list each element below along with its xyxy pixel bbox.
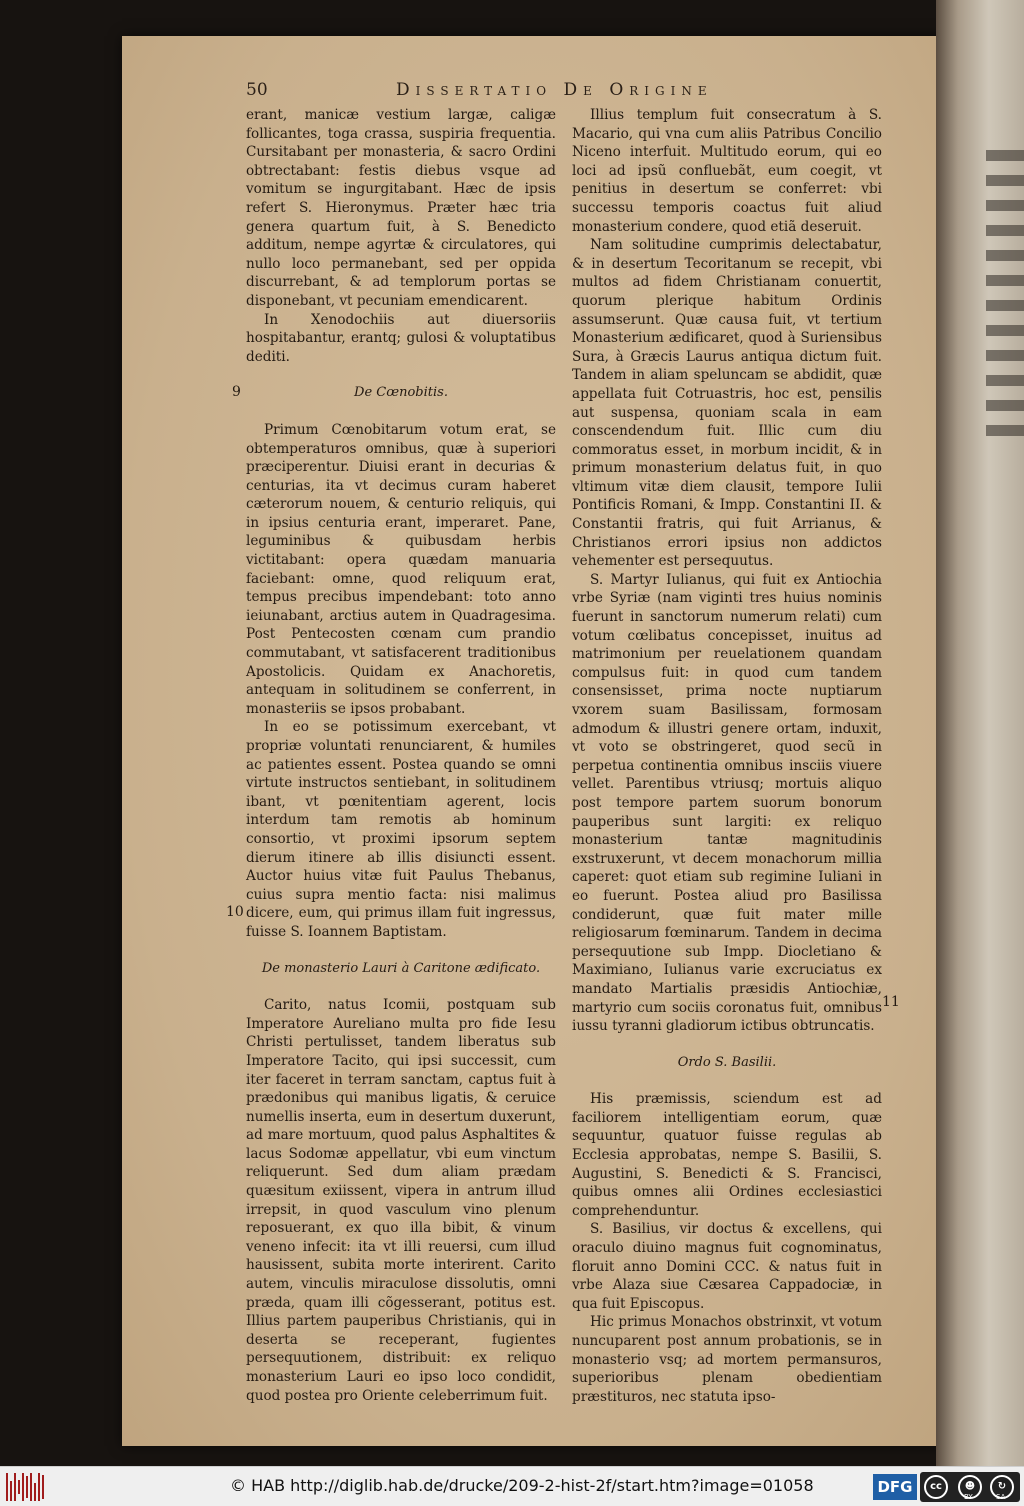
right-paragraph-3: S. Martyr Iulianus, qui fuit ex Antiochia vrbe Syriæ (nam viginti tres huius nominis fuerunt in sanctorum numerum relati) cum votum cœlibatus concepisset, inuitus ad matrimonium per reuelationem quandam compulsus fuit: in quod cum tandem consensisset, prima nocte nuptiarum vxorem suam Basilissam, formosam admodum & illustri genere ortam, induxit, vt voto se obstringeret, quod secũ in perpetua continentia omnibus insciis viuere vellet. Parentibus vtriusq; mortuis aliquo post tempore partem suorum bonorum pauperibus sunt largiti: ex reliquo monasterium tantæ magnitudinis exstruxerunt, vt decem monachorum millia caperet: quot etiam sub regimine Iuliani in eo fuerunt. Postea aliud pro Basilissa condiderunt, quæ fuit mater mille religiosarum fœminarum. Tandem in decima persequutione sub Impp. Diocletiano & Maximiano, Iulianus varie excruciatus ex mandato Martialis præsidis Antiochiæ, martyrio cum sociis coronatus fuit, omnibus iussu tyranni gladiorum ictibus obtruncatis.: [572, 571, 882, 1035]
right-paragraph-4: His præmissis, sciendum est ad faciliorem intelligentiam eorum, quæ sequuntur, quatuor fuisse regulas ab Ecclesia approbatas, nempe S. Basilii, S. Augustini, S. Benedicti & S. Francisci, quibus omnes alii Ordines ecclesiastici comprehenduntur.: [572, 1091, 882, 1219]
heading-de-monasterio-lauri: De monasterio Lauri à Caritone ædificato.: [261, 960, 541, 976]
right-column: [572, 106, 882, 1406]
permalink-link[interactable]: © HAB http://diglib.hab.de/drucke/209-2-hist-2f/start.htm?image=01058: [230, 1476, 814, 1495]
sa-label: SA: [996, 1493, 1006, 1501]
cc-license-badge[interactable]: [920, 1472, 1020, 1502]
share-alike-icon: ↻: [990, 1475, 1014, 1499]
right-paragraph-5: S. Basilius, vir doctus & excellens, qui oraculo diuino magnus fuit cognominatus, floruit anno Domini CCC. & natus fuit in vrbe Alaza siue Cæsarea Cappadociæ, in qua fuit Episcopus.: [572, 1221, 882, 1312]
hab-logo-icon: [6, 1473, 46, 1501]
by-label: BY: [964, 1493, 973, 1501]
next-page-edge: [936, 0, 1024, 1466]
left-paragraph-2: In Xenodochiis aut diuersoriis hospitabantur, erantq; gulosi & voluptatibus dediti.: [246, 311, 556, 365]
right-paragraph-2: Nam solitudine cumprimis delectabatur, & in desertum Tecoritanum se recepit, vbi multos ad fidem Christianam conuertit, quorum plerique habitum Ordinis assumserunt. Quæ causa fuit, vt tertium Monasterium ædificaret, quod à Suriensibus Sura, à Græcis Laurus antiqua dictum fuit. Tandem in aliam speluncam se abdidit, quæ appellata fuit Cotruastris, hoc est, pensilis aut suspensa, quoniam scala in eam conscendendum fuit. Illic cum diu commoratus esset, in morbum incidit, & in primum monasterium delatus fuit, in quo vltimum vitæ diem clausit, tempore Iulii Pontificis Romani, & Impp. Constantini II. & Constantii fratris, qui fuit Arrianus, & Christianos errori ipsius non addictos vehementer est persequutus.: [572, 237, 882, 570]
cc-icon: cc: [924, 1475, 948, 1499]
heading-de-coenobitis: De Cœnobitis.: [354, 385, 448, 401]
running-head: [246, 80, 882, 106]
right-paragraph-1: Illius templum fuit consecratum à S. Macario, qui vna cum aliis Patribus Concilio Niceno interfuit. Multitudo eorum, qui eo loci ad ipsũ confluebãt, eum coegit, vt penitius in desertum se conferret: vbi successu temporis coactus fuit aliud monasterium condere, quod etiã deseruit.: [572, 107, 882, 235]
footer-bar: [0, 1466, 1024, 1506]
running-title: Dissertatio De Origine: [396, 80, 713, 100]
dfg-logo[interactable]: DFG: [873, 1474, 917, 1500]
left-column: [246, 106, 556, 1405]
margin-number-10: 10: [226, 904, 244, 920]
right-paragraph-6: Hic primus Monachos obstrinxit, vt votum nuncuparent post annum probationis, se in monasterio vsq; ad mortem permansuros, superioribus plenam obedientiam præstituros, nec statuta ipso-: [572, 1314, 882, 1405]
left-paragraph-5: Carito, natus Icomii, postquam sub Imperatore Aureliano multa pro fide Iesu Christi pertulisset, tandem liberatus sub Imperatore Tacito, qui ipsi successit, cum iter faceret in terram sanctam, captus fuit à prædonibus qui manibus ligatis, & ceruice numellis inserta, eum in desertum duxerunt, ad mare mortuum, quod palus Asphaltites & lacus Sodomæ appellatur, vbi eum vinctum reliquerunt. Sed dum aliam prædam quæsitum exiissent, vipera in antrum illud irrepsit, in quod vasculum vino plenum reposuerant, ex quo illa bibit, & vinum veneno infecit: ita vt illi reuersi, cum illud hausissent, subita morte interirent. Carito autem, vinculis miraculose dissolutis, omni præda, quam illi cõgesserant, potitus est. Illius partem pauperibus Christianis, qui in deserta se receperant, fugientes persequutionem, distribuit: ex reliquo monasterium Lauri eo ipso loco condidit, quod postea pro Oriente celeberrimum fuit.: [246, 997, 556, 1404]
left-paragraph-1: erant, manicæ vestium largæ, caligæ follicantes, toga crassa, suspiria frequentia. Cursitabant per monasteria, & sacro Ordini obtrectabant: festis diebus vsque ad vomitum se ingurgitabant. Hæc de ipsis refert S. Hieronymus. Præter hæc tria genera quartum fuit, à S. Benedicto additum, nempe agyrtæ & circulatores, qui nullo loco permanebant, sed per oppida discurrebant, & ad templorum portas se disponebant, vt pecuniam emendicarent.: [246, 107, 556, 309]
page-number: 50: [246, 80, 268, 100]
left-paragraph-4: In eo se potissimum exercebant, vt propriæ voluntati renunciarent, & humiles ac patientes essent. Postea quando se omni virtute instructos sentiebant, in solitudinem ibant, vt pœnitentiam agerent, locis interdum tam remotis ab hominum consortio, vt proximi ipsorum septem dierum itinere ab illis disiuncti essent. Auctor huius vitæ fuit Paulus Thebanus, cuius supra mentio facta: nisi malimus dicere, eum, qui primus illam fuit ingressus, fuisse S. Ioannem Baptistam.: [246, 719, 556, 940]
heading-ordo-basilii: Ordo S. Basilii.: [677, 1054, 777, 1070]
attribution-icon: ☻: [958, 1475, 982, 1499]
margin-number-9: 9: [232, 384, 241, 400]
left-paragraph-3: Primum Cœnobitarum votum erat, se obtemperaturos omnibus, quæ à superiori præciperentur. Diuisi erant in decurias & centurias, ita vt decimus curam haberet cæterorum nouem, & centurio reliquis, qui in ipsius centuria erant, imperaret. Pane, leguminibus & quibusdam herbis victitabant: opera quædam manuaria faciebant: omne, quod reliquum erat, tempus precibus impendebant: toto anno ieiunabant, arctius autem in Quadragesima. Post Pentecosten cœnam cum prandio commutabant, vt satisfacerent traditionibus Apostolicis. Quidam ex Anachoretis, antequam in solitudinem se conferrent, in monasteriis se ipsos probabant.: [246, 421, 556, 717]
margin-number-11: 11: [882, 994, 900, 1010]
